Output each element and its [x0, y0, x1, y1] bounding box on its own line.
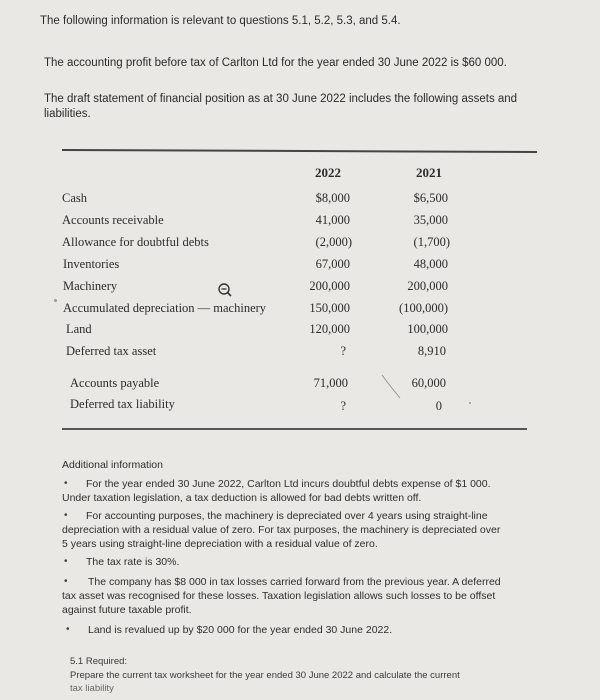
bullet-dot: •	[66, 624, 70, 635]
row-label-inventories: Inventories	[63, 257, 120, 271]
row-label-allowance: Allowance for doubtful debts	[62, 235, 209, 249]
speck-decoration	[469, 402, 471, 404]
ap-2022: 71,000	[313, 376, 348, 390]
accum-dep-2021: (100,000)	[399, 301, 448, 315]
ar-2022: 41,000	[315, 213, 350, 227]
machinery-2021: 200,000	[407, 279, 448, 293]
land-2021: 100,000	[407, 322, 448, 336]
row-label-deferred-tax-liability: Deferred tax liability	[70, 397, 175, 411]
intro-line-1: The following information is relevant to questions 5.1, 5.2, 5.3, and 5.4.	[40, 15, 401, 27]
row-label-land: Land	[66, 322, 92, 336]
cash-2022: $8,000	[315, 191, 350, 205]
intro-line-2: The accounting profit before tax of Carlton Ltd for the year ended 30 June 2022 is $60 000.	[44, 57, 507, 69]
col-header-2021: 2021	[416, 165, 442, 180]
pen-mark-decoration	[380, 372, 410, 402]
cash-2021: $6,500	[413, 191, 448, 205]
row-label-accounts-payable: Accounts payable	[70, 376, 160, 390]
bullet-1-line-1: For the year ended 30 June 2022, Carlton Ltd incurs doubtful debts expense of $1 000.	[86, 478, 491, 490]
accum-dep-2022: 150,000	[309, 301, 350, 315]
additional-info-heading: Additional information	[62, 459, 163, 471]
speck-decoration	[54, 299, 57, 302]
bullet-4-line-3: against future taxable profit.	[62, 604, 192, 616]
bullet-dot: •	[64, 576, 68, 587]
ar-2021: 35,000	[413, 213, 448, 227]
inventories-2022: 67,000	[315, 257, 350, 271]
dtl-2022: ?	[340, 399, 346, 413]
required-line-2: tax liability	[70, 683, 114, 694]
table-bottom-rule	[62, 428, 527, 430]
bullet-1-line-2: Under taxation legislation, a tax deduction is allowed for bad debts written off.	[62, 492, 422, 504]
row-label-accumulated-depreciation: Accumulated depreciation — machinery	[63, 301, 267, 315]
allowance-2021: (1,700)	[413, 235, 450, 249]
dta-2022: ?	[340, 344, 346, 358]
bullet-3: The tax rate is 30%.	[86, 556, 180, 568]
allowance-2022: (2,000)	[315, 235, 352, 249]
inventories-2021: 48,000	[413, 257, 448, 271]
zoom-in-icon[interactable]	[217, 282, 233, 298]
col-header-2022: 2022	[315, 165, 341, 180]
table-top-rule	[62, 149, 537, 153]
row-label-cash: Cash	[62, 191, 87, 205]
dta-2021: 8,910	[417, 344, 446, 358]
intro-line-3: The draft statement of financial position as at 30 June 2022 includes the following assets and liabilities.	[44, 93, 518, 120]
bullet-dot: •	[64, 556, 68, 567]
row-label-machinery: Machinery	[63, 279, 118, 293]
land-2022: 120,000	[309, 322, 350, 336]
required-heading: 5.1 Required:	[70, 656, 128, 667]
machinery-2022: 200,000	[309, 279, 350, 293]
dtl-2021: 0	[435, 399, 442, 413]
bullet-4-line-2: tax asset was recognised for these losses. Taxation legislation allows such losses to be offset	[62, 590, 496, 602]
row-label-accounts-receivable: Accounts receivable	[62, 213, 164, 227]
bullet-4-line-1: The company has $8 000 in tax losses carried forward from the previous year. A deferred	[88, 576, 501, 588]
bullet-2-line-3: 5 years using straight-line depreciation with a residual value of zero.	[62, 538, 378, 550]
row-label-deferred-tax-asset: Deferred tax asset	[66, 344, 157, 358]
bullet-5: Land is revalued up by $20 000 for the year ended 30 June 2022.	[88, 624, 393, 636]
bullet-2-line-1: For accounting purposes, the machinery is depreciated over 4 years using straight-line	[86, 510, 488, 522]
bullet-dot: •	[64, 510, 68, 521]
bullet-2-line-2: depreciation with a residual value of zero. For tax purposes, the machinery is depreciated over	[62, 524, 501, 536]
ap-2021: 60,000	[411, 376, 446, 390]
bullet-dot: •	[64, 478, 68, 489]
required-line-1: Prepare the current tax worksheet for the year ended 30 June 2022 and calculate the current	[70, 670, 460, 681]
